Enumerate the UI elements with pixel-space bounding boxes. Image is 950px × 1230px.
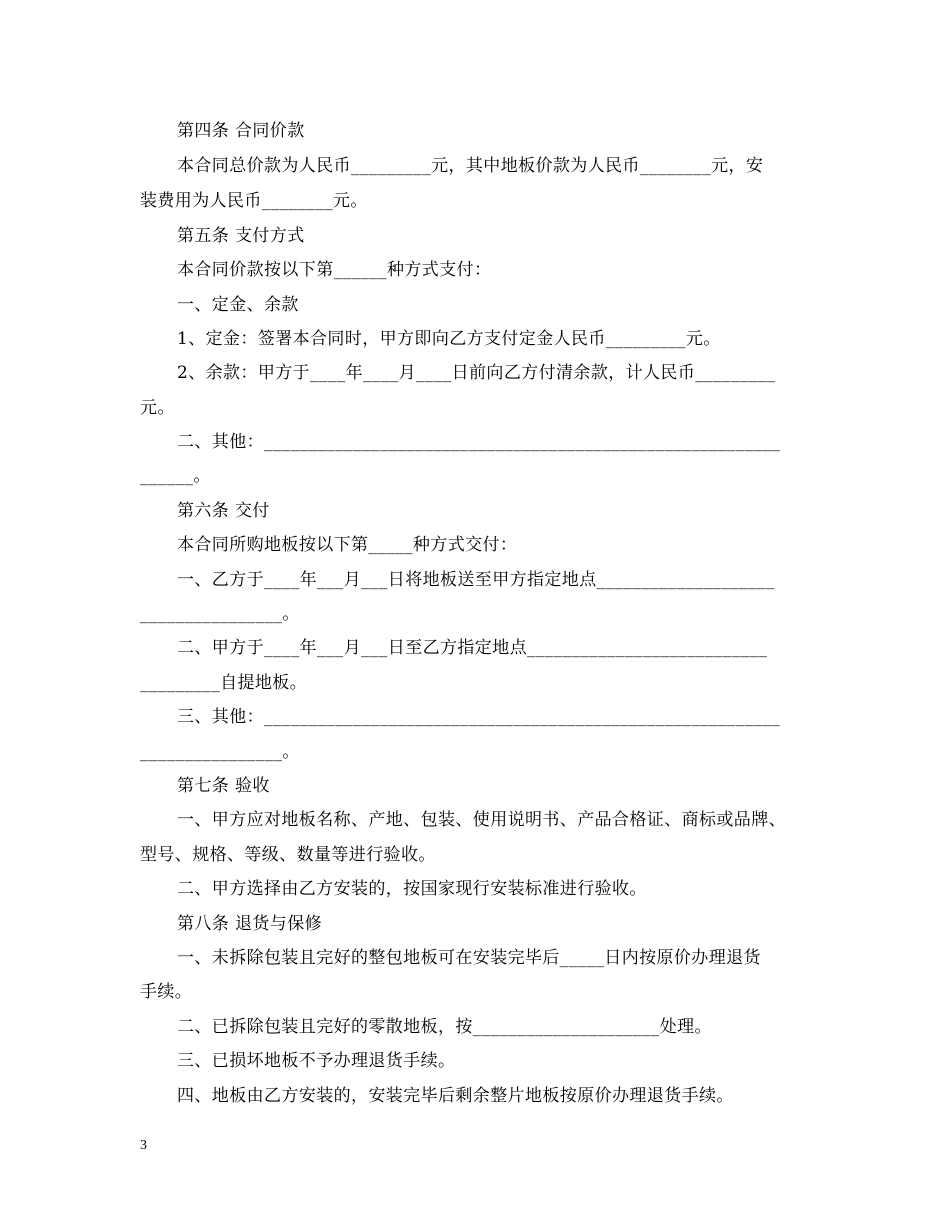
paragraph-line: 本合同所购地板按以下第_____种方式交付： [177,535,518,555]
article-7-heading: 第七条 验收 [177,776,270,796]
paragraph-line: 本合同总价款为人民币_________元，其中地板价款为人民币________元，安 [177,156,764,176]
paragraph-line: 二、甲方选择由乙方安装的，按国家现行安装标准进行验收。 [177,879,647,899]
article-4-heading: 第四条 合同价款 [177,121,305,141]
paragraph-line: 装费用为人民币________元。 [140,191,368,211]
paragraph-line: 元。 [140,398,175,418]
paragraph-line: 手续。 [140,982,193,1002]
paragraph-line: 型号、规格、等级、数量等进行验收。 [140,845,436,865]
paragraph-line: ________________。 [140,742,300,762]
paragraph-line: 四、地板由乙方安装的，安装完毕后剩余整片地板按原价办理退货手续。 [177,1086,734,1106]
page-number: 3 [140,1138,147,1153]
paragraph-line: _________自提地板。 [140,673,308,693]
paragraph-line: 一、未拆除包装且完好的整包地板可在安装完毕后_____日内按原价办理退货 [177,948,761,968]
paragraph-line: 二、已拆除包装且完好的零散地板，按_____________________处理。 [177,1017,712,1037]
article-6-heading: 第六条 交付 [177,501,270,521]
paragraph-line: 三、其他：__________________________________________________________ [177,707,781,727]
article-8-heading: 第八条 退货与保修 [177,914,323,934]
paragraph-line: ______。 [140,466,211,486]
paragraph-line: 一、乙方于____年___月___日将地板送至甲方指定地点____________________ [177,570,775,590]
paragraph-line: 本合同价款按以下第______种方式支付： [177,260,492,280]
paragraph-line: 1、定金：签署本合同时，甲方即向乙方支付定金人民币_________元。 [177,329,721,349]
paragraph-line: ________________。 [140,604,300,624]
paragraph-line: 三、已损坏地板不予办理退货手续。 [177,1051,456,1071]
article-5-heading: 第五条 支付方式 [177,226,305,246]
paragraph-line: 2、余款：甲方于____年____月____日前向乙方付清余款，计人民币_________ [177,363,776,383]
paragraph-line: 一、甲方应对地板名称、产地、包装、使用说明书、产品合格证、商标或品牌、 [177,810,786,830]
paragraph-line: 二、其他：__________________________________________________________ [177,432,781,452]
paragraph-line: 一、定金、余款 [177,295,299,315]
paragraph-line: 二、甲方于____年___月___日至乙方指定地点___________________________ [177,638,768,658]
